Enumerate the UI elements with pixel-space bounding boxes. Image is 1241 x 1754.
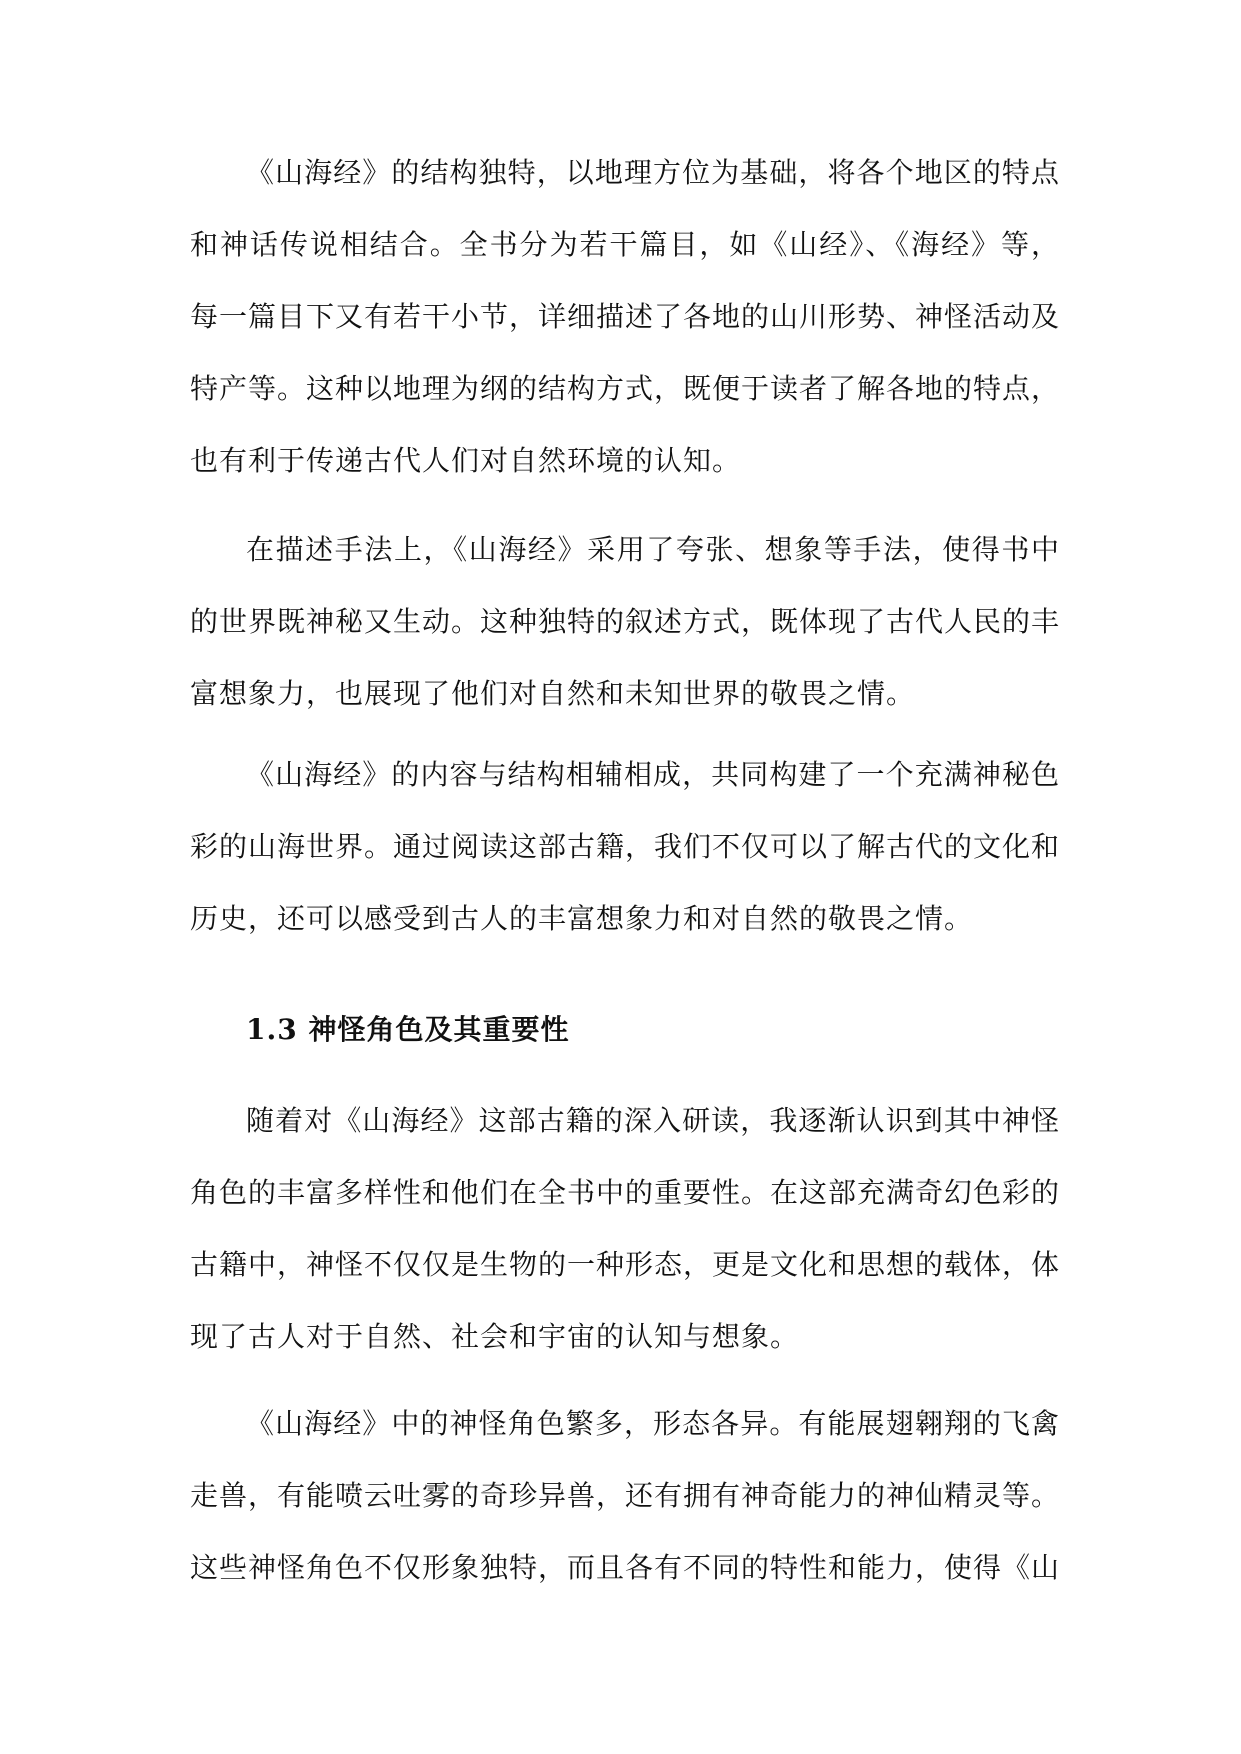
paragraph-deities-variety: 《山海经》中的神怪角色繁多，形态各异。有能展翅翱翔的飞禽走兽，有能喷云吐雾的奇珍异兽，还有拥有神奇能力的神仙精灵等。这些神怪角色不仅形象独特，而且各有不同的特性和能力，使得《山	[190, 1407, 1061, 1584]
paragraph-content-structure: 《山海经》的内容与结构相辅相成，共同构建了一个充满神秘色彩的山海世界。通过阅读这部古籍，我们不仅可以了解古代的文化和历史，还可以感受到古人的丰富想象力和对自然的敬畏之情。	[190, 758, 1061, 935]
paragraph-deities-importance: 随着对《山海经》这部古籍的深入研读，我逐渐认识到其中神怪角色的丰富多样性和他们在全书中的重要性。在这部充满奇幻色彩的古籍中，神怪不仅仅是生物的一种形态，更是文化和思想的载体，体现了古人对于自然、社会和宇宙的认知与想象。	[190, 1104, 1061, 1353]
paragraph-structure: 《山海经》的结构独特，以地理方位为基础，将各个地区的特点和神话传说相结合。全书分为若干篇目，如《山经》、《海经》等，每一篇目下又有若干小节，详细描述了各地的山川形势、神怪活动及特产等。这种以地理为纲的结构方式，既便于读者了解各地的特点，也有利于传递古代人们对自然环境的认知。	[190, 156, 1061, 477]
section-heading: 1.3 神怪角色及其重要性	[246, 1013, 570, 1046]
paragraph-techniques: 在描述手法上，《山海经》采用了夸张、想象等手法，使得书中的世界既神秘又生动。这种独特的叙述方式，既体现了古代人民的丰富想象力，也展现了他们对自然和未知世界的敬畏之情。	[190, 533, 1061, 710]
